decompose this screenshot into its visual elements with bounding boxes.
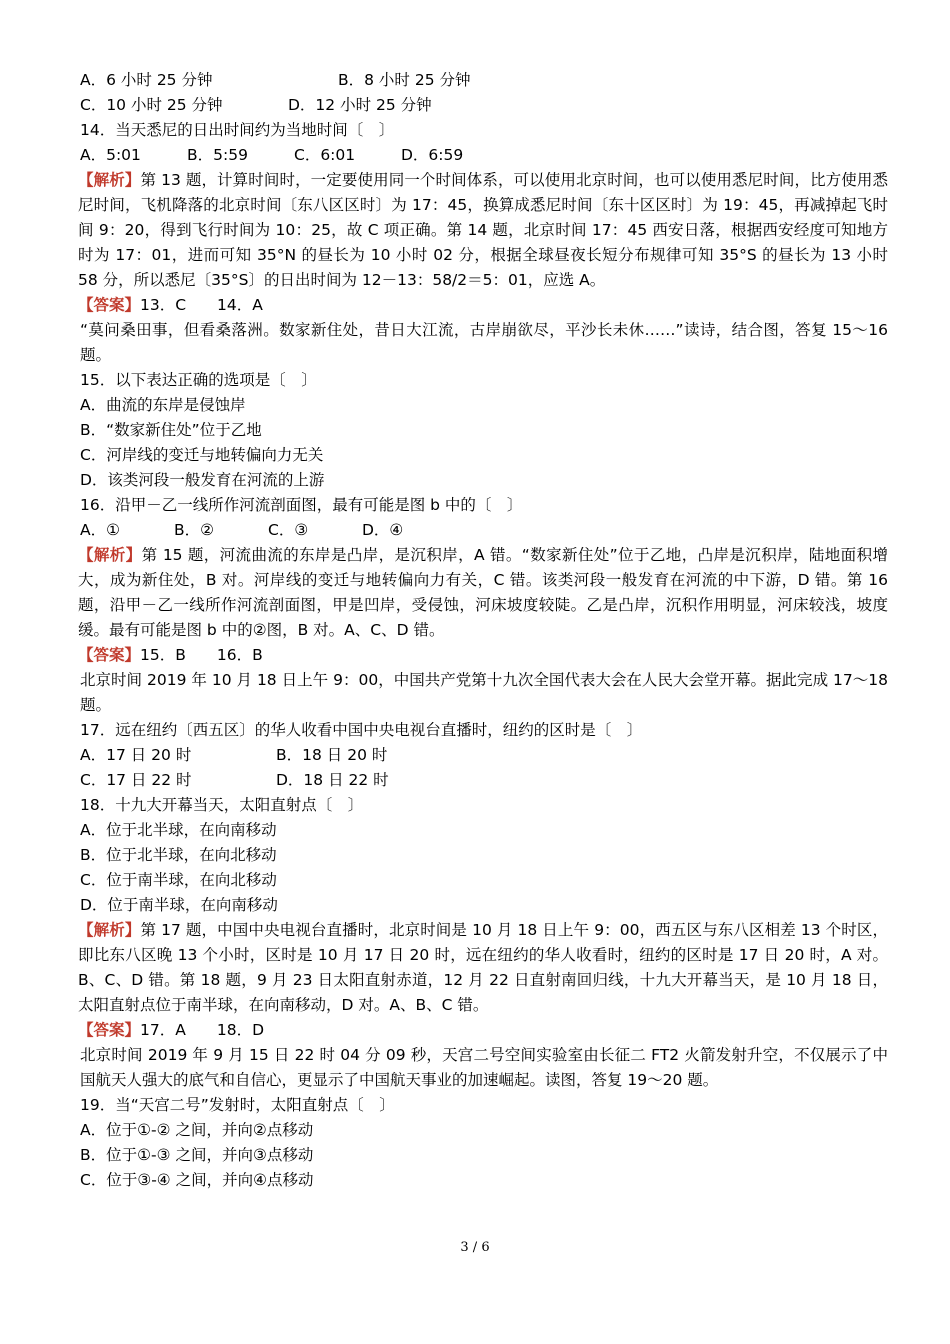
- answer-tag: 【答案】: [78, 296, 141, 314]
- q14-option-d: D．6:59: [401, 146, 464, 164]
- q13-options-row-1: [78, 68, 888, 93]
- answer-13-14: [78, 293, 888, 318]
- q17-options-row-2: [78, 768, 888, 793]
- q13-option-d: D．12 小时 25 分钟: [288, 96, 432, 114]
- q17-options-row-1: [78, 743, 888, 768]
- q14-options: [78, 143, 888, 168]
- q15-option-a: A．曲流的东岸是侵蚀岸: [80, 396, 246, 414]
- q19-option-c: C．位于③-④ 之间，并向④点移动: [80, 1171, 314, 1189]
- intro-15-16: “莫问桑田事，但看桑落洲。数家新住处，昔日大江流，古岸崩欲尽，平沙长未休……”读诗，结合图，答复 15～16 题。: [80, 321, 888, 364]
- explanation-13-14: [78, 168, 888, 293]
- q13-option-b: B．8 小时 25 分钟: [338, 71, 471, 89]
- q14-option-c: C．6:01: [294, 146, 356, 164]
- intro-19-20: 北京时间 2019 年 9 月 15 日 22 时 04 分 09 秒，天宫二号空间实验室由长征二 FT2 火箭发射升空，不仅展示了中国航天人强大的底气和自信心，更显示了中国航天事业的加速崛起。读图，答复 19～20 题。: [80, 1046, 888, 1089]
- q15-option-c: C．河岸线的变迁与地转偏向力无关: [80, 446, 324, 464]
- explanation-text: 第 13 题，计算时间时，一定要使用同一个时间体系，可以使用北京时间，也可以使用悉尼时间，比方使用悉尼时间，飞机降落的北京时间〔东八区区时〕为 17：45，换算成悉尼时间〔东十区区时〕为 19：45，再减掉起飞时间 9：20，得到飞行时间为 10：25，故 C 项正确。第 14 题，北京时间 17：45 西安日落，根据西安经度可知地方时为 17：01，进而可知 35°N 的昼长为 10 小时 02 分，根据全球昼夜长短分布规律可知 35°S 的昼长为 13 小时 58 分，所以悉尼〔35°S〕的日出时间为 12－13：58/2＝5：01，应选 A。: [78, 171, 888, 289]
- q16-options: [78, 518, 888, 543]
- answer-text: 13．C 14．A: [140, 296, 263, 314]
- intro-17-18: 北京时间 2019 年 10 月 18 日上午 9：00，中国共产党第十九次全国代表大会在人民大会堂开幕。据此完成 17～18 题。: [80, 671, 888, 714]
- q17-option-d: D．18 日 22 时: [276, 771, 389, 789]
- page-number: 3 / 6: [460, 1240, 490, 1255]
- q14-option-a: A．5:01: [80, 146, 141, 164]
- q16-stem: 16．沿甲－乙一线所作河流剖面图，最有可能是图 b 中的〔 〕: [80, 496, 523, 514]
- explanation-text: 第 15 题，河流曲流的东岸是凸岸，是沉积岸，A 错。“数家新住处”位于乙地，凸岸是沉积岸，陆地面积增大，成为新住处，B 对。河岸线的变迁与地转偏向力有关，C 错。该类河段一般发育在河流的中下游，D 错。第 16 题，沿甲－乙一线所作河流剖面图，甲是凹岸，受侵蚀，河床坡度较陡。乙是凸岸，沉积作用明显，河床较浅，坡度缓。最有可能是图 b 中的②图，B 对。A、C、D 错。: [78, 546, 888, 639]
- q13-option-c: C．10 小时 25 分钟: [80, 96, 223, 114]
- answer-text: 15．B 16．B: [140, 646, 263, 664]
- page-content: [78, 68, 888, 1193]
- explanation-tag: 【解析】: [78, 171, 141, 189]
- answer-15-16: [78, 643, 888, 668]
- answer-text: 17．A 18．D: [140, 1021, 265, 1039]
- q13-option-a: A．6 小时 25 分钟: [80, 71, 213, 89]
- q16-option-b: B．②: [174, 521, 215, 539]
- answer-tag: 【答案】: [78, 646, 141, 664]
- q15-stem: 15．以下表达正确的选项是〔 〕: [80, 371, 317, 389]
- q16-option-a: A．①: [80, 521, 120, 539]
- q17-option-c: C．17 日 22 时: [80, 771, 192, 789]
- explanation-tag: 【解析】: [78, 921, 141, 939]
- explanation-text: 第 17 题，中国中央电视台直播时，北京时间是 10 月 18 日上午 9：00，西五区与东八区相差 13 个时区，即比东八区晚 13 个小时，区时是 10 月 17 日 20 时，远在纽约的华人收看时，纽约的区时是 17 日 20 时，A 对。B、C、D 错。第 18 题，9 月 23 日太阳直射赤道，12 月 22 日直射南回归线，十九大开幕当天，是 10 月 18 日，太阳直射点位于南半球，在向南移动，D 对。A、B、C 错。: [78, 921, 888, 1014]
- q16-option-c: C．③: [268, 521, 309, 539]
- q17-option-a: A．17 日 20 时: [80, 746, 192, 764]
- q18-option-a: A．位于北半球，在向南移动: [80, 821, 277, 839]
- answer-17-18: [78, 1018, 888, 1043]
- q18-option-c: C．位于南半球，在向北移动: [80, 871, 277, 889]
- q18-stem: 18．十九大开幕当天，太阳直射点〔 〕: [80, 796, 364, 814]
- q19-stem: 19．当“天宫二号”发射时，太阳直射点〔 〕: [80, 1096, 395, 1114]
- q19-option-a: A．位于①-② 之间，并向②点移动: [80, 1121, 314, 1139]
- answer-tag: 【答案】: [78, 1021, 141, 1039]
- q18-option-d: D．位于南半球，在向南移动: [80, 896, 278, 914]
- q15-option-d: D．该类河段一般发育在河流的上游: [80, 471, 325, 489]
- q15-option-b: B．“数家新住处”位于乙地: [80, 421, 262, 439]
- explanation-17-18: [78, 918, 888, 1018]
- q13-options-row-2: [78, 93, 888, 118]
- explanation-15-16: [78, 543, 888, 643]
- explanation-tag: 【解析】: [78, 546, 142, 564]
- q14-stem: 14．当天悉尼的日出时间约为当地时间〔 〕: [80, 121, 395, 139]
- q18-option-b: B．位于北半球，在向北移动: [80, 846, 277, 864]
- q14-option-b: B．5:59: [187, 146, 248, 164]
- q17-stem: 17．远在纽约〔西五区〕的华人收看中国中央电视台直播时，纽约的区时是〔 〕: [80, 721, 643, 739]
- q17-option-b: B．18 日 20 时: [276, 746, 388, 764]
- q16-option-d: D．④: [362, 521, 404, 539]
- q19-option-b: B．位于①-③ 之间，并向③点移动: [80, 1146, 314, 1164]
